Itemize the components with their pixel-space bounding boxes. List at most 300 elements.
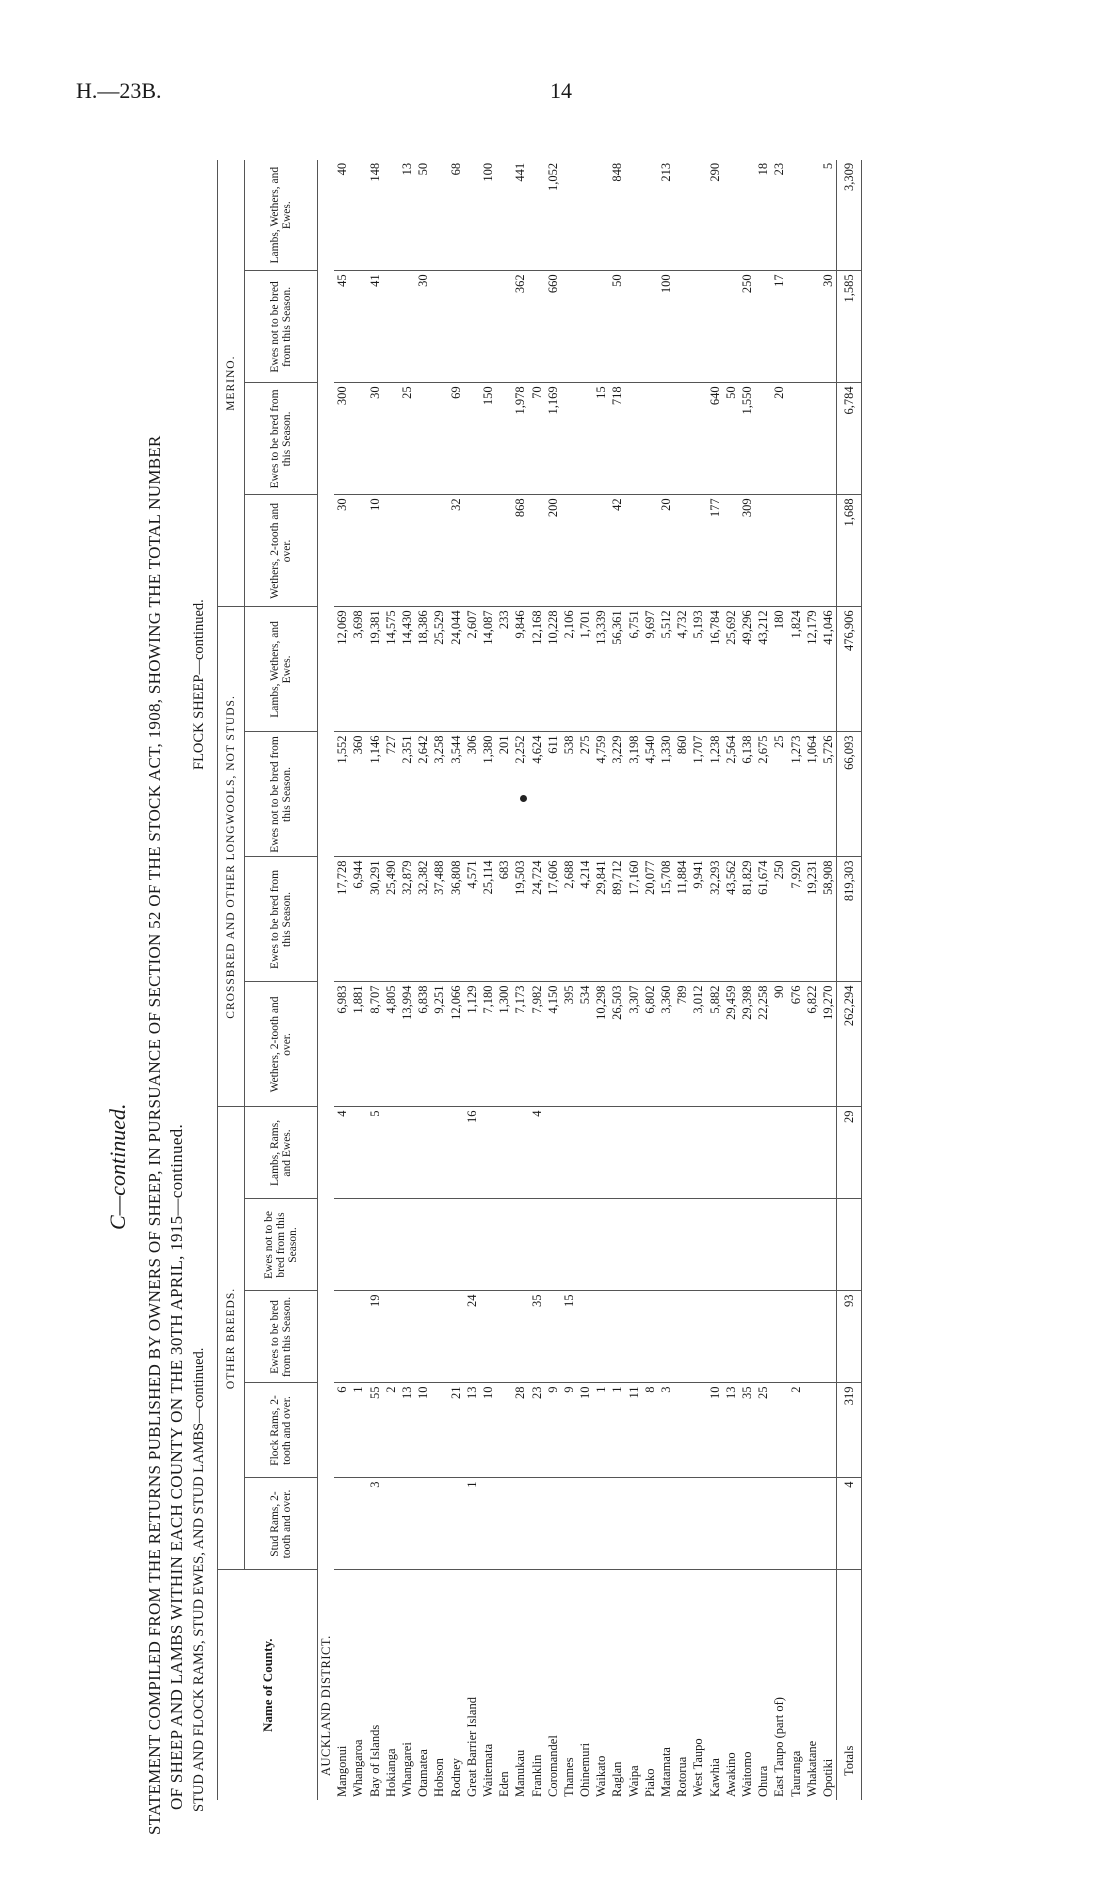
table-cell <box>350 1107 366 1199</box>
table-cell: 14,430 <box>399 607 415 732</box>
table-cell <box>464 495 480 607</box>
table-cell: 8 <box>642 1383 658 1478</box>
county-name: West Taupo <box>690 1570 706 1800</box>
table-cell <box>755 383 771 495</box>
table-cell: 6,944 <box>350 857 366 982</box>
table-cell: 26,503 <box>609 982 625 1107</box>
table-cell <box>609 1107 625 1199</box>
header-ob-ewes-not-bred: Ewes not to be bred from this Season. <box>245 1199 318 1291</box>
table-cell <box>577 271 593 383</box>
table-cell <box>480 1107 496 1199</box>
table-cell: 12,168 <box>528 607 544 732</box>
table-cell <box>415 1478 431 1570</box>
table-cell: 3,229 <box>609 732 625 857</box>
table-cell <box>690 1199 706 1291</box>
table-cell: 1,707 <box>690 732 706 857</box>
table-cell <box>496 1107 512 1199</box>
table-cell: 81,829 <box>739 857 755 982</box>
table-cell <box>577 1291 593 1383</box>
table-cell <box>771 1383 787 1478</box>
totals-row <box>837 160 862 1800</box>
table-cell: 18 <box>756 162 771 176</box>
table-cell <box>723 1478 739 1570</box>
table-cell: 18,386 <box>415 607 431 732</box>
table-row <box>755 160 771 1800</box>
table-cell <box>350 160 366 271</box>
table-cell: 4,214 <box>577 857 593 982</box>
table-cell: 9,941 <box>690 857 706 982</box>
table-cell: 290 <box>707 162 722 182</box>
header-me-lambs: Lambs, Wethers, and Ewes. <box>245 160 318 271</box>
table-cell <box>755 1199 771 1291</box>
totals-cell: 819,303 <box>837 857 862 982</box>
county-name: Waikato <box>593 1570 609 1800</box>
table-cell <box>383 1107 399 1199</box>
table-row <box>707 160 723 1800</box>
table-cell <box>787 1478 803 1570</box>
county-name: Piako <box>642 1570 658 1800</box>
table-cell <box>626 1478 642 1570</box>
table-cell: 9 <box>561 1383 577 1478</box>
table-row <box>431 160 447 1800</box>
table-cell: 3,307 <box>626 982 642 1107</box>
totals-cell: 93 <box>837 1291 862 1383</box>
table-cell: 5 <box>820 162 835 170</box>
table-cell: 306 <box>464 732 480 857</box>
table-cell <box>383 1199 399 1291</box>
table-cell: 30 <box>334 495 350 607</box>
table-cell: 7,920 <box>787 857 803 982</box>
table-cell: 3,012 <box>690 982 706 1107</box>
table-cell <box>609 1478 625 1570</box>
table-cell: 3 <box>658 1383 674 1478</box>
table-cell <box>561 160 577 271</box>
table-cell: 5,512 <box>658 607 674 732</box>
table-cell: 4 <box>334 1107 350 1199</box>
table-row <box>690 160 706 1800</box>
table-cell <box>820 1478 837 1570</box>
table-cell: 58,908 <box>820 857 837 982</box>
table-cell <box>787 271 803 383</box>
table-cell <box>399 271 415 383</box>
table-cell <box>399 1199 415 1291</box>
page-code: H.—23B. <box>76 78 162 103</box>
county-name: Franklin <box>528 1570 544 1800</box>
table-cell <box>626 1107 642 1199</box>
header-cb-lambs: Lambs, Wethers, and Ewes. <box>245 607 318 732</box>
table-cell <box>561 495 577 607</box>
table-cell <box>674 1199 690 1291</box>
table-row <box>512 160 528 1800</box>
table-cell: 860 <box>674 732 690 857</box>
district-name: AUCKLAND DISTRICT. <box>319 1635 334 1776</box>
table-cell: 6,983 <box>334 982 350 1107</box>
table-cell <box>804 1107 820 1199</box>
statement-title-line2: OF SHEEP AND LAMBS WITHIN EACH COUNTY ON THE 30TH APRIL, 1915—continued. <box>167 1123 186 1810</box>
table-cell: 35 <box>528 1291 544 1383</box>
header-cb-wethers: Wethers, 2-tooth and over. <box>245 982 318 1107</box>
table-cell <box>593 495 609 607</box>
table-cell <box>674 1291 690 1383</box>
table-cell: 9,251 <box>431 982 447 1107</box>
table-cell: 6,138 <box>739 732 755 857</box>
table-cell: 25,692 <box>723 607 739 732</box>
table-cell <box>723 271 739 383</box>
table-cell <box>431 1107 447 1199</box>
table-cell: 10,298 <box>593 982 609 1107</box>
table-cell: 1,550 <box>739 383 755 495</box>
table-cell <box>723 160 739 271</box>
table-cell <box>674 383 690 495</box>
table-cell <box>334 1291 350 1383</box>
county-name: Rotorua <box>674 1570 690 1800</box>
table-cell: 17,606 <box>545 857 561 982</box>
table-cell <box>448 1291 464 1383</box>
table-cell: 50 <box>723 383 739 495</box>
table-cell: 11 <box>626 1383 642 1478</box>
table-cell: 150 <box>480 383 496 495</box>
table-cell: 100 <box>658 271 674 383</box>
table-cell <box>674 1478 690 1570</box>
table-cell <box>626 271 642 383</box>
table-cell <box>804 160 820 271</box>
table-cell: 362 <box>512 271 528 383</box>
table-cell <box>399 495 415 607</box>
table-cell: 13 <box>464 1383 480 1478</box>
table-cell: 300 <box>334 383 350 495</box>
table-cell <box>431 1291 447 1383</box>
table-cell <box>593 1478 609 1570</box>
table-cell <box>804 383 820 495</box>
totals-cell: 1,585 <box>837 271 862 383</box>
table-cell <box>690 271 706 383</box>
table-cell: 25 <box>399 383 415 495</box>
table-cell: 4,571 <box>464 857 480 982</box>
county-name: Great Barrier Island <box>464 1570 480 1800</box>
totals-cell: 3,309 <box>837 160 862 271</box>
table-cell: 45 <box>334 271 350 383</box>
table-cell <box>658 383 674 495</box>
table-cell: 2,252 <box>512 732 528 857</box>
totals-label: Totals <box>837 1570 862 1800</box>
totals-cell: 1,688 <box>837 495 862 607</box>
table-cell <box>690 1478 706 1570</box>
table-cell <box>350 1199 366 1291</box>
flock-section-label: FLOCK SHEEP—continued. <box>191 599 207 770</box>
table-cell: 17 <box>771 271 787 383</box>
table-cell: 13 <box>399 1383 415 1478</box>
county-name: Rodney <box>448 1570 464 1800</box>
table-cell <box>383 1478 399 1570</box>
table-cell: 25,114 <box>480 857 496 982</box>
table-cell <box>787 160 803 271</box>
table-cell: 441 <box>513 162 528 182</box>
table-cell <box>642 383 658 495</box>
table-cell <box>496 1199 512 1291</box>
table-cell <box>771 1107 787 1199</box>
table-cell <box>496 1478 512 1570</box>
table-cell <box>771 495 787 607</box>
table-cell: 848 <box>610 162 625 182</box>
county-name: Hokianga <box>383 1570 399 1800</box>
table-cell: 6,751 <box>626 607 642 732</box>
table-cell <box>642 160 658 271</box>
county-name: Waitomo <box>739 1570 755 1800</box>
table-cell: 69 <box>448 383 464 495</box>
table-cell: 28 <box>512 1383 528 1478</box>
table-cell: 55 <box>367 1383 383 1478</box>
county-name: Opotiki <box>820 1570 837 1800</box>
table-cell: 868 <box>512 495 528 607</box>
table-cell <box>561 383 577 495</box>
table-cell <box>383 383 399 495</box>
table-cell: 3,698 <box>350 607 366 732</box>
county-name: Waitemata <box>480 1570 496 1800</box>
table-cell <box>674 160 690 271</box>
table-cell <box>448 1478 464 1570</box>
table-cell <box>658 1291 674 1383</box>
table-cell: 9 <box>545 1383 561 1478</box>
totals-cell: 6,784 <box>837 383 862 495</box>
table-cell <box>496 495 512 607</box>
table-cell <box>480 1199 496 1291</box>
table-cell: 1,881 <box>350 982 366 1107</box>
header-me-wethers: Wethers, 2-tooth and over. <box>245 495 318 607</box>
table-cell: 30,291 <box>367 857 383 982</box>
table-cell: 43,212 <box>755 607 771 732</box>
table-cell <box>561 271 577 383</box>
table-cell: 29,459 <box>723 982 739 1107</box>
table-row <box>626 160 642 1800</box>
table-cell: 1,238 <box>707 732 723 857</box>
table-cell <box>464 383 480 495</box>
county-name: Ohinemuri <box>577 1570 593 1800</box>
table-cell: 1,129 <box>464 982 480 1107</box>
table-cell: 1 <box>350 1383 366 1478</box>
table-cell: 1,552 <box>334 732 350 857</box>
table-row <box>593 160 609 1800</box>
table-cell: 180 <box>771 607 787 732</box>
table-cell <box>480 495 496 607</box>
table-cell: 14,087 <box>480 607 496 732</box>
table-row <box>334 160 350 1800</box>
table-cell <box>399 1107 415 1199</box>
table-cell: 1,273 <box>787 732 803 857</box>
table-cell: 177 <box>707 495 723 607</box>
table-cell: 15,708 <box>658 857 674 982</box>
table-cell <box>723 1291 739 1383</box>
table-cell <box>658 1199 674 1291</box>
table-cell: 68 <box>448 162 463 176</box>
table-row <box>383 160 399 1800</box>
table-cell <box>350 271 366 383</box>
table-cell <box>383 271 399 383</box>
table-cell: 5,726 <box>820 732 837 857</box>
table-cell <box>593 1199 609 1291</box>
table-cell: 4,624 <box>528 732 544 857</box>
table-cell <box>577 1478 593 1570</box>
table-cell <box>820 1291 837 1383</box>
header-ob-stud-rams: Stud Rams, 2-tooth and over. <box>245 1478 318 1570</box>
table-cell <box>755 271 771 383</box>
table-cell <box>496 160 512 271</box>
table-cell: 1,330 <box>658 732 674 857</box>
table-cell: 395 <box>561 982 577 1107</box>
table-cell <box>755 1107 771 1199</box>
table-cell: 1,978 <box>512 383 528 495</box>
table-row <box>561 160 577 1800</box>
table-cell <box>804 1291 820 1383</box>
table-cell: 19,503 <box>512 857 528 982</box>
table-cell <box>820 1383 837 1478</box>
table-cell <box>820 383 837 495</box>
table-cell <box>723 1199 739 1291</box>
table-cell <box>480 271 496 383</box>
totals-cell: 476,906 <box>837 607 862 732</box>
table-cell: 1,300 <box>496 982 512 1107</box>
table-cell <box>739 1107 755 1199</box>
table-cell <box>690 1107 706 1199</box>
table-cell <box>545 1478 561 1570</box>
table-cell: 2,675 <box>755 732 771 857</box>
table-cell <box>464 1199 480 1291</box>
table-cell: 7,982 <box>528 982 544 1107</box>
table-cell: 20 <box>658 495 674 607</box>
table-row <box>674 160 690 1800</box>
table-cell: 19,270 <box>820 982 837 1107</box>
table-cell <box>787 1199 803 1291</box>
table-row <box>804 160 820 1800</box>
header-ob-lambs: Lambs, Rams, and Ewes. <box>245 1107 318 1199</box>
table-cell: 2,564 <box>723 732 739 857</box>
table-cell <box>577 160 593 271</box>
table-cell: 2,106 <box>561 607 577 732</box>
table-cell: 61,674 <box>755 857 771 982</box>
table-cell: 3,544 <box>448 732 464 857</box>
table-cell: 9,697 <box>642 607 658 732</box>
table-row <box>480 160 496 1800</box>
totals-cell: 319 <box>837 1383 862 1478</box>
table-cell: 42 <box>609 495 625 607</box>
table-cell <box>528 495 544 607</box>
table-cell: 2,607 <box>464 607 480 732</box>
table-cell <box>415 495 431 607</box>
county-name: Mangonui <box>334 1570 350 1800</box>
header-cb-ewes-not-bred: Ewes not to be bred from this Season. <box>245 732 318 857</box>
table-cell <box>804 1199 820 1291</box>
table-cell: 49,296 <box>739 607 755 732</box>
table-cell: 4,732 <box>674 607 690 732</box>
table-cell <box>642 1199 658 1291</box>
table-cell: 14,575 <box>383 607 399 732</box>
table-cell: 17,728 <box>334 857 350 982</box>
table-cell: 50 <box>609 271 625 383</box>
table-row <box>415 160 431 1800</box>
table-cell: 25 <box>771 732 787 857</box>
table-cell: 10 <box>707 1383 723 1478</box>
county-name: Bay of Islands <box>367 1570 383 1800</box>
table-cell: 12,066 <box>448 982 464 1107</box>
totals-cell: 29 <box>837 1107 862 1199</box>
table-cell: 676 <box>787 982 803 1107</box>
table-cell: 8,707 <box>367 982 383 1107</box>
table-cell <box>707 1107 723 1199</box>
county-name: Kawhia <box>707 1570 723 1800</box>
table-cell: 13 <box>723 1383 739 1478</box>
page-number: 14 <box>550 78 572 103</box>
table-cell: 534 <box>577 982 593 1107</box>
table-cell: 2,351 <box>399 732 415 857</box>
header-cb-ewes-bred: Ewes to be bred from this Season. <box>245 857 318 982</box>
table-cell <box>690 495 706 607</box>
table-cell <box>577 1199 593 1291</box>
county-name: East Taupo (part of) <box>771 1570 787 1800</box>
table-cell: 32 <box>448 495 464 607</box>
table-cell <box>431 1478 447 1570</box>
table-cell: 4,805 <box>383 982 399 1107</box>
table-cell <box>528 1478 544 1570</box>
table-cell: 660 <box>545 271 561 383</box>
table-cell: 20,077 <box>642 857 658 982</box>
table-cell <box>464 271 480 383</box>
group-other-breeds: OTHER BREEDS. <box>218 1107 245 1570</box>
table-cell <box>496 1383 512 1478</box>
table-cell: 1,064 <box>804 732 820 857</box>
table-cell: 22,258 <box>755 982 771 1107</box>
table-cell: 4 <box>528 1107 544 1199</box>
table-cell <box>820 1199 837 1291</box>
table-cell: 41,046 <box>820 607 837 732</box>
table-cell <box>383 495 399 607</box>
table-cell <box>674 1107 690 1199</box>
table-cell: 10 <box>415 1383 431 1478</box>
table-cell <box>431 1199 447 1291</box>
table-cell: 6,838 <box>415 982 431 1107</box>
table-cell: 201 <box>496 732 512 857</box>
table-cell: 25,490 <box>383 857 399 982</box>
table-cell <box>755 1478 771 1570</box>
table-cell: 70 <box>528 383 544 495</box>
table-cell <box>593 160 609 271</box>
table-cell: 233 <box>496 607 512 732</box>
table-cell <box>415 1291 431 1383</box>
table-cell: 90 <box>771 982 787 1107</box>
table-cell <box>674 1383 690 1478</box>
table-cell <box>448 271 464 383</box>
table-cell: 35 <box>739 1383 755 1478</box>
table-cell: 10,228 <box>545 607 561 732</box>
table-row <box>350 160 366 1800</box>
table-cell <box>626 1291 642 1383</box>
county-name: Hobson <box>431 1570 447 1800</box>
table-cell: 275 <box>577 732 593 857</box>
table-cell <box>755 495 771 607</box>
table-cell: 56,361 <box>609 607 625 732</box>
table-cell: 15 <box>593 383 609 495</box>
table-cell: 13,994 <box>399 982 415 1107</box>
table-cell <box>350 1291 366 1383</box>
table-cell: 6 <box>334 1383 350 1478</box>
table-cell <box>690 383 706 495</box>
table-cell <box>593 1107 609 1199</box>
county-name: Waipa <box>626 1570 642 1800</box>
table-cell <box>739 160 755 271</box>
table-cell <box>334 1199 350 1291</box>
table-cell: 19 <box>367 1291 383 1383</box>
header-me-ewes-not-bred: Ewes not to be bred from this Season. <box>245 271 318 383</box>
county-name: Thames <box>561 1570 577 1800</box>
table-cell: 148 <box>367 162 382 182</box>
